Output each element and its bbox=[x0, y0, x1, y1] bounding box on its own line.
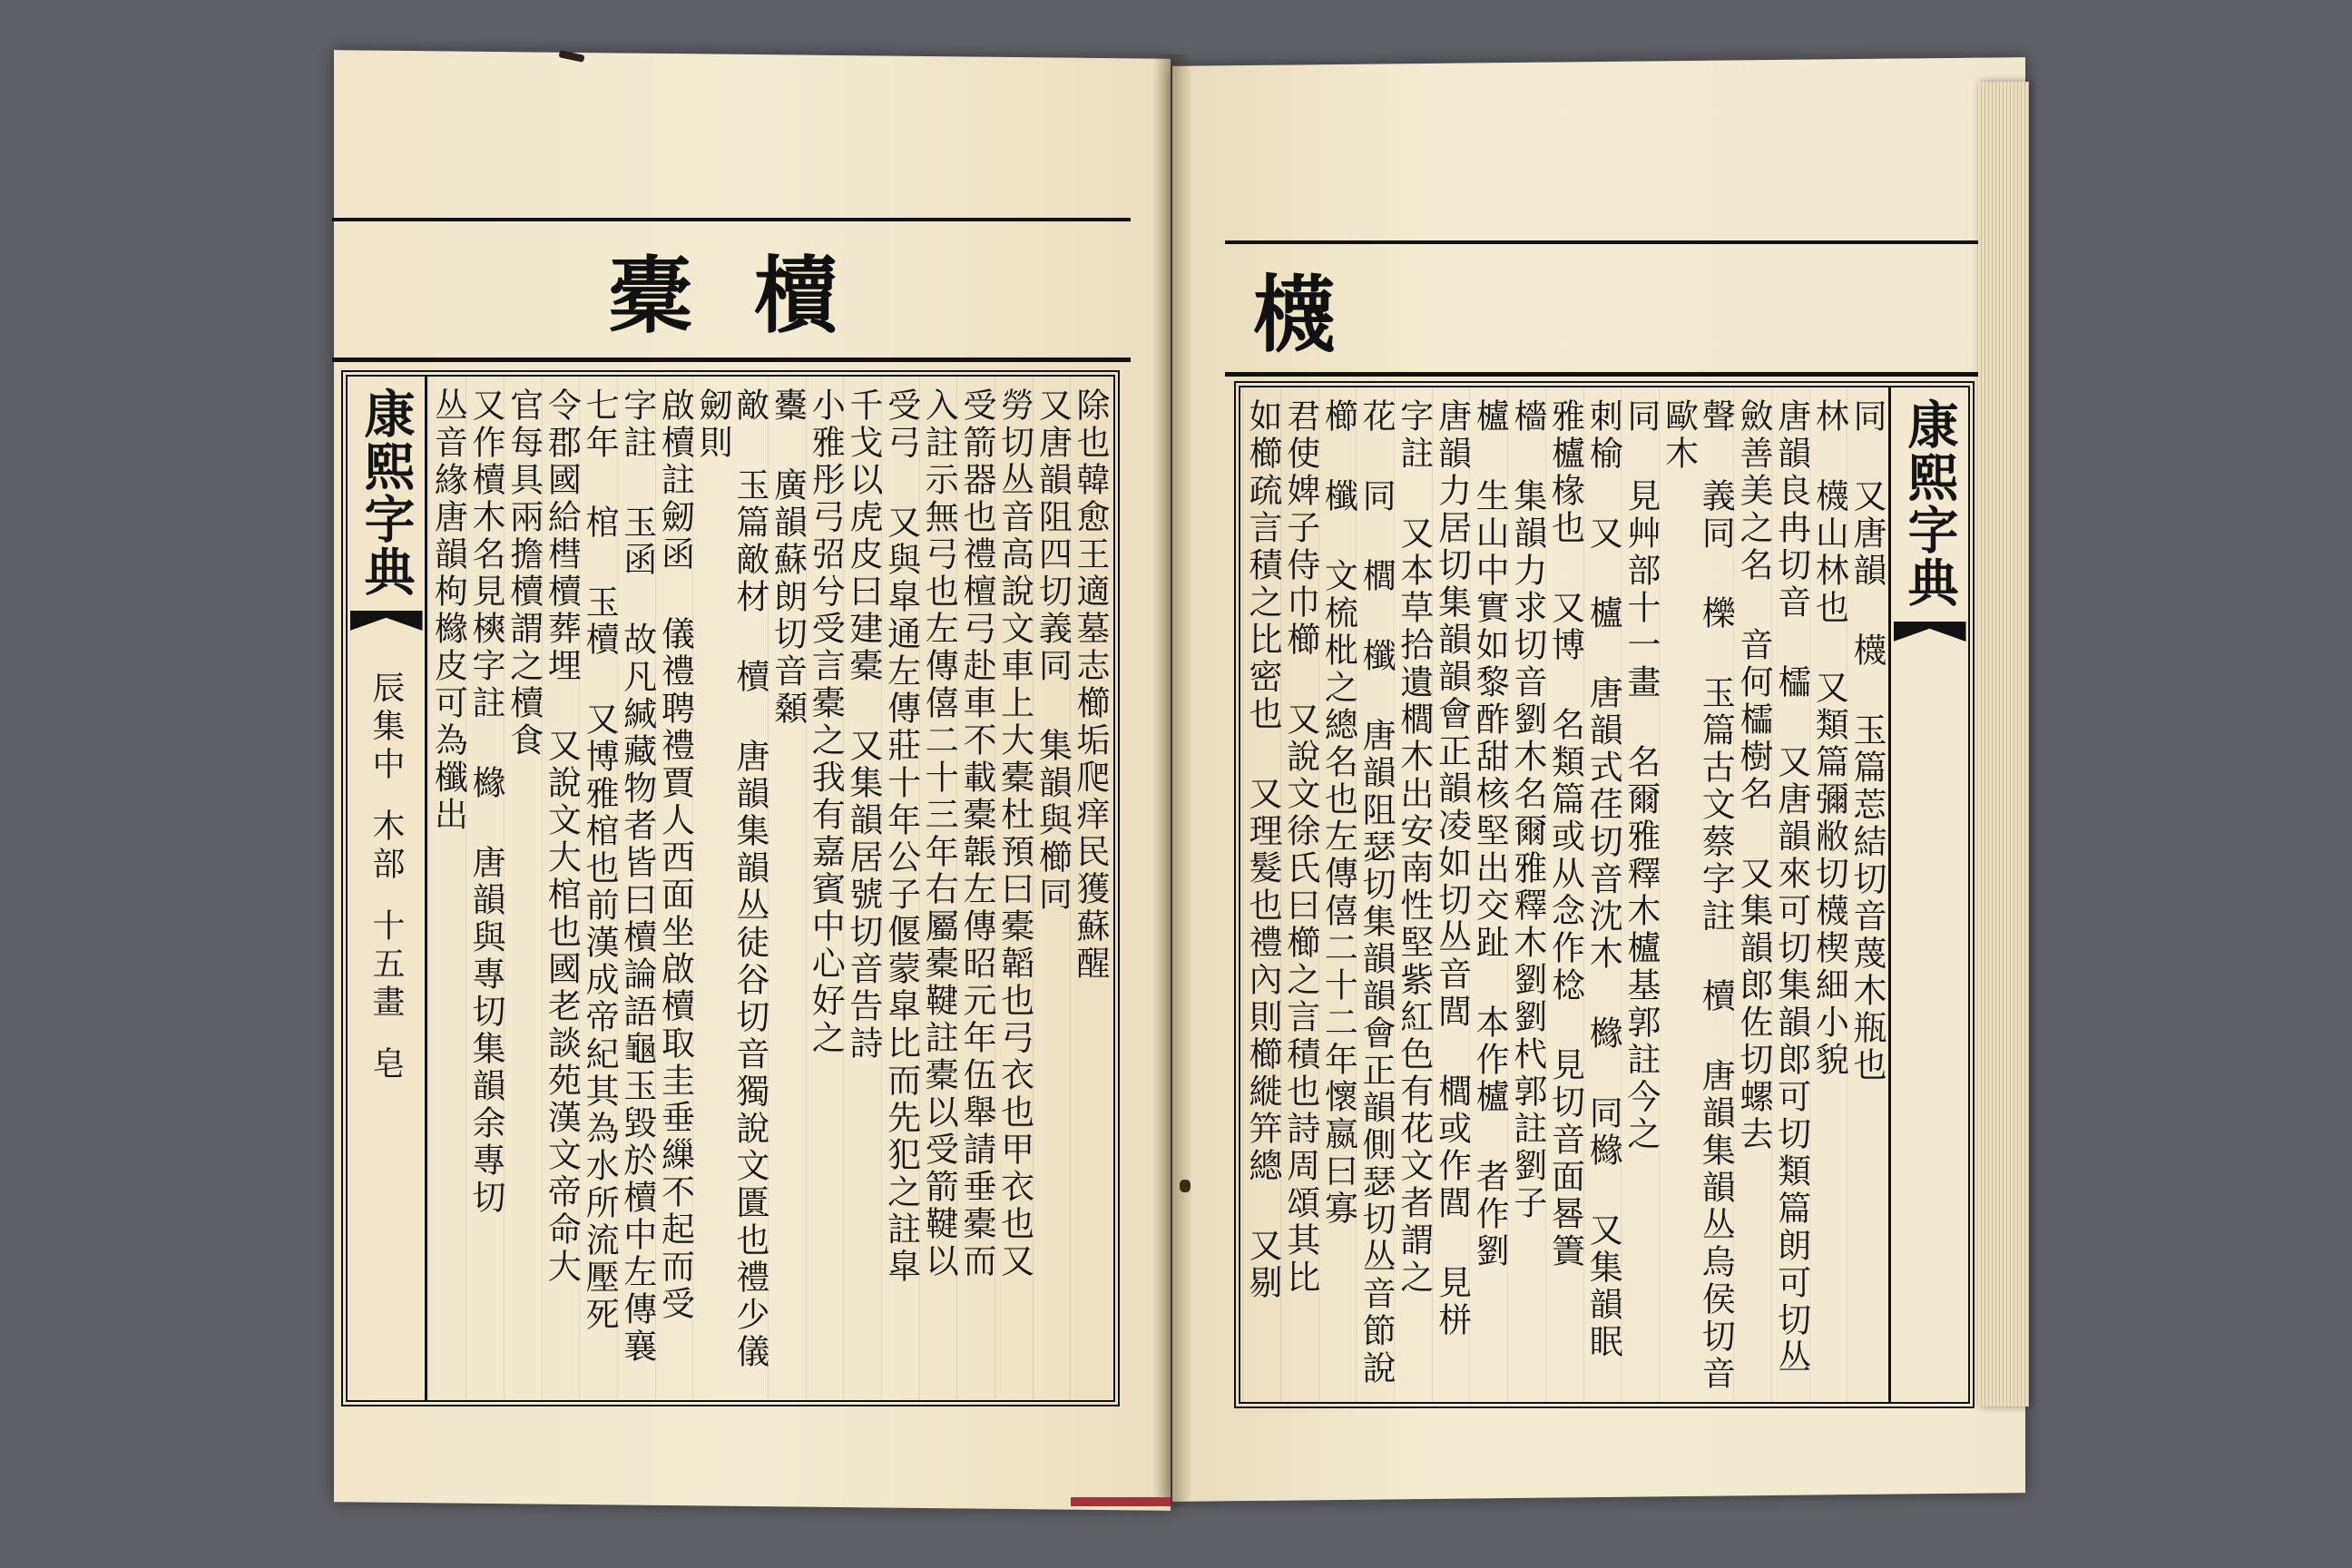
text-column bbox=[617, 377, 655, 1400]
text-column bbox=[806, 377, 844, 1400]
text-column bbox=[1280, 387, 1318, 1402]
left-edge-page: 皂 bbox=[368, 1046, 405, 1084]
text-column bbox=[1733, 387, 1771, 1402]
column-text: 令郡國給槥櫝葬埋 又說文大棺也國老談苑漢文帝命大 bbox=[542, 387, 582, 1286]
column-text: 同 見艸部十一畫 名爾雅釋木櫨基郭註今之 bbox=[1621, 398, 1661, 1153]
column-text: 又唐韻阻四切義同 集韻與櫛同 bbox=[1033, 387, 1073, 914]
fish-tail-mark-icon bbox=[1894, 622, 1966, 645]
left-edge-title: 康熙字典 bbox=[356, 387, 416, 598]
column-text: 聲 義同 櫟 玉篇古文蔡字註 櫝 唐韻集韻丛烏侯切音歐木 bbox=[1659, 398, 1736, 1393]
column-text: 又作櫝木名見樉字註 櫞 唐韻與專切集韻余專切 bbox=[466, 387, 505, 1217]
column-text: 啟櫝註劒函 儀禮聘禮賈人西面坐啟櫝取圭垂繅不起而受 bbox=[655, 387, 695, 1323]
text-column bbox=[1318, 387, 1357, 1402]
column-text: 除也韓愈王適墓志櫛垢爬痒民獲蘇醒 bbox=[1071, 387, 1110, 983]
text-column bbox=[1847, 387, 1885, 1402]
red-page-edge bbox=[1071, 1497, 1171, 1506]
text-column bbox=[1659, 387, 1736, 1402]
text-column bbox=[579, 377, 620, 1400]
column-text: 勞切丛音高說文車上大橐杜預曰橐韜也弓衣也甲衣也又 bbox=[995, 387, 1034, 1280]
text-column bbox=[881, 377, 919, 1400]
right-text-frame bbox=[1234, 381, 1975, 1408]
column-text: 字註 玉函 故凡緘藏物者皆曰櫝論語龜玉毀於櫝中左傳襄 bbox=[617, 387, 657, 1366]
text-column bbox=[1432, 387, 1470, 1402]
right-text-columns bbox=[1243, 387, 1886, 1402]
column-text: 同 又唐韻 櫗 玉篇莣結切音蔑木瓶也 bbox=[1847, 398, 1886, 1084]
column-text: 小雅彤弓弨兮受言橐之我有嘉賓中心好之 bbox=[806, 387, 846, 1057]
text-column bbox=[1809, 387, 1847, 1402]
column-text: 君使婢子侍巾櫛 又說文徐氏曰櫛之言積也詩周頌其比 bbox=[1280, 398, 1320, 1297]
fish-tail-mark-icon bbox=[350, 611, 423, 634]
text-column bbox=[692, 377, 767, 1400]
right-edge-column bbox=[1888, 387, 1968, 1402]
column-text: 唐韻力居切集韻韻會正韻凌如切丛音閭 櫚或作閭 見栟 bbox=[1432, 398, 1472, 1339]
text-column bbox=[995, 377, 1033, 1400]
stain-spot bbox=[1180, 1180, 1191, 1192]
column-text: 七年 棺 玉櫝 又博雅棺也前漢成帝紀其為水所流壓死 bbox=[580, 387, 620, 1334]
column-text: 檣 集韻力求切音劉木名爾雅釋木劉劉杙郭註劉子 bbox=[1507, 398, 1547, 1222]
column-text: 斂善美之名 音何櫺樹名 又集韻郎佐切螺去 bbox=[1733, 398, 1773, 1153]
text-column bbox=[466, 377, 504, 1400]
column-text: 林 櫗山林也 又類篇彌敝切櫗楔細小貌 bbox=[1809, 398, 1849, 1079]
left-edge-volume: 辰集中 bbox=[368, 671, 405, 785]
left-text-columns bbox=[428, 377, 1110, 1400]
column-text: 花 同 櫚 櫼 唐韻阻瑟切集韻韻會正韻側瑟切丛音節說 bbox=[1357, 398, 1396, 1387]
text-column bbox=[1621, 387, 1659, 1402]
text-column bbox=[1242, 387, 1280, 1402]
column-text: 受弓 又與皐通左傳莊十年公子偃蒙皐比而先犯之註皐 bbox=[881, 387, 921, 1286]
text-column bbox=[1356, 387, 1394, 1402]
left-edge-column bbox=[348, 377, 427, 1400]
left-edge-strokes: 十五畫 bbox=[368, 908, 405, 1023]
column-text: 櫛 櫼 文梳枇之總名也左傳僖二十二年懷嬴曰寡 bbox=[1318, 398, 1358, 1228]
page-block-edges bbox=[1978, 82, 2029, 1406]
text-column bbox=[1033, 377, 1071, 1400]
text-column bbox=[1507, 387, 1545, 1402]
left-header-band bbox=[332, 218, 1131, 362]
text-column bbox=[919, 377, 957, 1400]
column-text: 千戈以虎皮曰建橐 又集韻居號切音告詩 bbox=[843, 387, 883, 1063]
text-column bbox=[428, 377, 466, 1400]
text-column bbox=[1394, 387, 1432, 1402]
column-text: 櫨 生山中實如黎酢甜核堅出交趾 本作櫨 者作劉 bbox=[1470, 398, 1510, 1270]
text-column bbox=[542, 377, 580, 1400]
text-column bbox=[655, 377, 693, 1400]
text-column bbox=[1469, 387, 1510, 1402]
left-edge-section: 木部 bbox=[368, 808, 405, 885]
text-column bbox=[1771, 387, 1809, 1402]
left-seal-characters: 橐 櫝 bbox=[608, 247, 855, 345]
right-header-band bbox=[1225, 240, 1978, 377]
column-text: 官每具兩擔櫝謂之櫝食 bbox=[504, 387, 544, 760]
right-seal-characters: 櫗 bbox=[1252, 265, 1353, 364]
text-column bbox=[504, 377, 542, 1400]
text-column bbox=[1070, 377, 1108, 1400]
right-edge-title: 康熙字典 bbox=[1899, 398, 1960, 609]
column-text: 唐韻良冉切音 櫺 又唐韻來可切集韻郎可切類篇朗可切丛 bbox=[1771, 398, 1811, 1377]
column-text: 入註示無弓也左傳僖二十三年右屬橐鞬註橐以受箭鞬以 bbox=[919, 387, 959, 1280]
column-text: 敵 玉篇敵材 櫝 唐韻集韻丛徒谷切音獨說文匱也禮少儀劒則 bbox=[693, 387, 769, 1371]
text-column bbox=[956, 377, 995, 1400]
left-text-frame bbox=[341, 370, 1120, 1406]
column-text: 如櫛疏言積之比密也 又理髮也禮內則櫛縰笄總 又剔 bbox=[1243, 398, 1282, 1302]
column-text: 刺榆 又 櫨 唐韻式荏切音沈木 櫞 同櫞 又集韻眠 bbox=[1583, 398, 1623, 1361]
column-text: 雅櫨椽也 又博 名類篇或从念作棯 見切音面晷簀 bbox=[1545, 398, 1585, 1270]
text-column bbox=[768, 377, 806, 1400]
text-column bbox=[1545, 387, 1583, 1402]
column-text: 字註 又本草拾遺櫚木出安南性堅紫紅色有花文者謂之 bbox=[1394, 398, 1434, 1297]
text-column bbox=[1583, 387, 1622, 1402]
column-text: 櫜 廣韻蘇朗切音顙 bbox=[768, 387, 808, 728]
book-gutter bbox=[1152, 54, 1192, 1506]
column-text: 丛音緣唐韻枸櫞皮可為櫼出 bbox=[428, 387, 468, 834]
text-column bbox=[843, 377, 881, 1400]
column-text: 受箭器也禮檀弓赴車不載橐韔左傳昭元年伍舉請垂橐而 bbox=[956, 387, 996, 1280]
